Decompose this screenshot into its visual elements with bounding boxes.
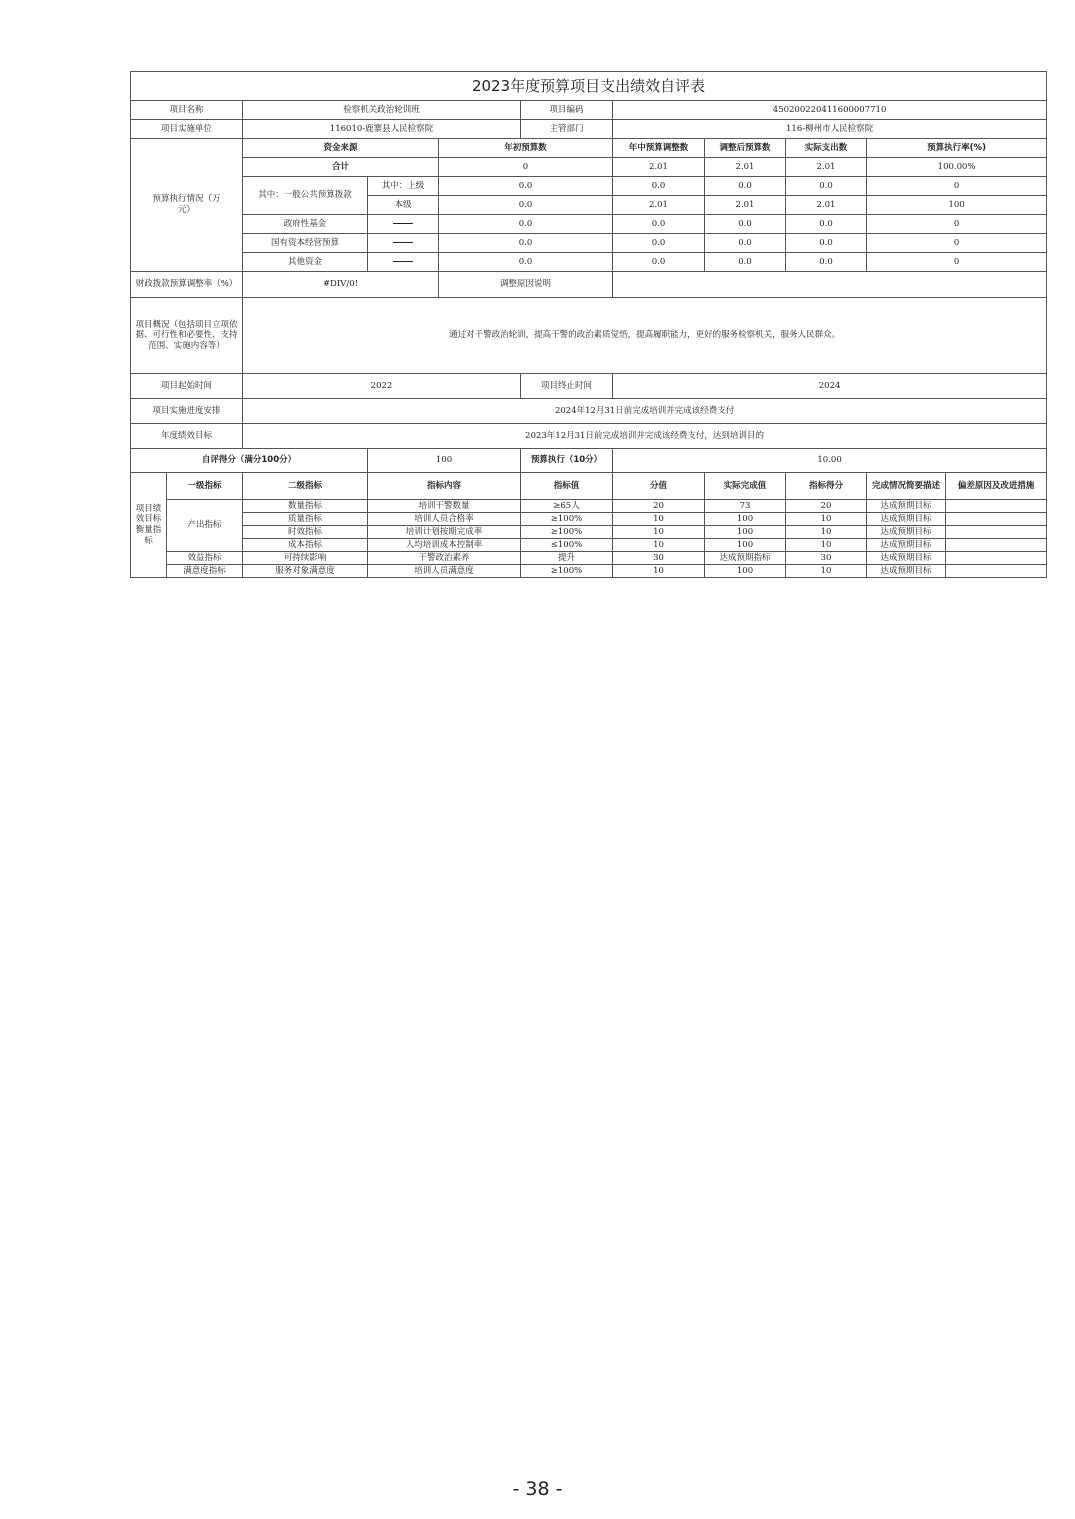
- benefit-indicator-label: 效益指标: [167, 552, 243, 565]
- dash-mark: [368, 253, 439, 272]
- self-score-label: 自评得分（满分100分）: [131, 449, 368, 473]
- adjust-reason-value: [613, 272, 1047, 298]
- ind-note: [946, 539, 1047, 552]
- ind-desc: 达成预期目标: [867, 513, 946, 526]
- ind-l2: 成本指标: [243, 539, 368, 552]
- ind-header-note: 偏差原因及改进措施: [946, 473, 1047, 500]
- indicator-section-label: 项目绩效目标衡量指标: [131, 473, 167, 578]
- superior-midyear: 0.0: [613, 177, 705, 196]
- budget-section-label: 预算执行情况（万元）: [131, 139, 243, 272]
- dash-mark: [368, 234, 439, 253]
- end-time-value: 2024: [613, 374, 1047, 399]
- adjust-rate-label: 财政拨款预算调整率（%）: [131, 272, 243, 298]
- table-title: 2023年度预算项目支出绩效自评表: [131, 72, 1047, 101]
- ind-header-desc: 完成情况简要描述: [867, 473, 946, 500]
- local-midyear: 2.01: [613, 196, 705, 215]
- ind-header-target: 指标值: [521, 473, 613, 500]
- implementing-unit-value: 116010-鹿寨县人民检察院: [243, 120, 521, 139]
- superior-initial: 0.0: [439, 177, 613, 196]
- superior-actual: 0.0: [786, 177, 867, 196]
- local-adjusted: 2.01: [705, 196, 786, 215]
- ind-actual: 100: [705, 565, 786, 578]
- budget-total-midyear: 2.01: [613, 158, 705, 177]
- local-initial: 0.0: [439, 196, 613, 215]
- general-budget-label: 其中：一般公共预算拨款: [243, 177, 368, 215]
- project-name-value: 检察机关政治轮训班: [243, 101, 521, 120]
- budget-total-actual: 2.01: [786, 158, 867, 177]
- budget-header-initial: 年初预算数: [439, 139, 613, 158]
- ind-desc: 达成预期目标: [867, 539, 946, 552]
- ind-desc: 达成预期目标: [867, 526, 946, 539]
- ind-weight: 10: [613, 526, 705, 539]
- progress-label: 项目实施进度安排: [131, 399, 243, 424]
- state-capital-midyear: 0.0: [613, 234, 705, 253]
- gov-fund-rate: 0: [867, 215, 1047, 234]
- gov-fund-label: 政府性基金: [243, 215, 368, 234]
- gov-fund-midyear: 0.0: [613, 215, 705, 234]
- goal-label: 年度绩效目标: [131, 424, 243, 449]
- state-capital-actual: 0.0: [786, 234, 867, 253]
- ind-l2: 数量指标: [243, 500, 368, 513]
- ind-actual: 73: [705, 500, 786, 513]
- other-funds-midyear: 0.0: [613, 253, 705, 272]
- adjust-reason-label: 调整原因说明: [439, 272, 613, 298]
- adjust-rate-value: #DIV/0!: [243, 272, 439, 298]
- start-time-value: 2022: [243, 374, 521, 399]
- supervising-dept-label: 主管部门: [521, 120, 613, 139]
- superior-label: 其中：上级: [368, 177, 439, 196]
- budget-total-rate: 100.00%: [867, 158, 1047, 177]
- ind-weight: 20: [613, 500, 705, 513]
- gov-fund-initial: 0.0: [439, 215, 613, 234]
- satisfaction-indicator-label: 满意度指标: [167, 565, 243, 578]
- budget-header-adjusted: 调整后预算数: [705, 139, 786, 158]
- ind-content: 人均培训成本控制率: [368, 539, 521, 552]
- budget-header-source: 资金来源: [243, 139, 439, 158]
- ind-header-l2: 二级指标: [243, 473, 368, 500]
- ind-desc: 达成预期目标: [867, 565, 946, 578]
- ind-score: 10: [786, 565, 867, 578]
- budget-header-actual: 实际支出数: [786, 139, 867, 158]
- ind-desc: 达成预期目标: [867, 552, 946, 565]
- ind-l2: 时效指标: [243, 526, 368, 539]
- gov-fund-actual: 0.0: [786, 215, 867, 234]
- other-funds-rate: 0: [867, 253, 1047, 272]
- ind-header-score: 指标得分: [786, 473, 867, 500]
- local-rate: 100: [867, 196, 1047, 215]
- superior-adjusted: 0.0: [705, 177, 786, 196]
- project-code-value: 450200220411600007710: [613, 101, 1047, 120]
- other-funds-actual: 0.0: [786, 253, 867, 272]
- gov-fund-adjusted: 0.0: [705, 215, 786, 234]
- budget-header-rate: 预算执行率(%): [867, 139, 1047, 158]
- ind-score: 30: [786, 552, 867, 565]
- self-score-value: 100: [368, 449, 521, 473]
- dash-mark: [368, 215, 439, 234]
- ind-l2: 质量指标: [243, 513, 368, 526]
- ind-actual: 达成预期指标: [705, 552, 786, 565]
- ind-content: 培训干警数量: [368, 500, 521, 513]
- ind-target: ≥100%: [521, 565, 613, 578]
- ind-header-weight: 分值: [613, 473, 705, 500]
- ind-actual: 100: [705, 513, 786, 526]
- state-capital-rate: 0: [867, 234, 1047, 253]
- ind-header-l1: 一级指标: [167, 473, 243, 500]
- goal-value: 2023年12月31日前完成培训并完成该经费支付，达到培训目的: [243, 424, 1047, 449]
- ind-score: 10: [786, 539, 867, 552]
- implementing-unit-label: 项目实施单位: [131, 120, 243, 139]
- ind-note: [946, 500, 1047, 513]
- superior-rate: 0: [867, 177, 1047, 196]
- ind-content: 培训计划按期完成率: [368, 526, 521, 539]
- start-time-label: 项目起始时间: [131, 374, 243, 399]
- other-funds-initial: 0.0: [439, 253, 613, 272]
- ind-target: 提升: [521, 552, 613, 565]
- ind-header-actual: 实际完成值: [705, 473, 786, 500]
- ind-desc: 达成预期目标: [867, 500, 946, 513]
- ind-actual: 100: [705, 539, 786, 552]
- local-actual: 2.01: [786, 196, 867, 215]
- budget-total-adjusted: 2.01: [705, 158, 786, 177]
- ind-note: [946, 565, 1047, 578]
- page-number: - 38 -: [512, 1478, 563, 1500]
- local-label: 本级: [368, 196, 439, 215]
- ind-actual: 100: [705, 526, 786, 539]
- end-time-label: 项目终止时间: [521, 374, 613, 399]
- overview-label: 项目概况（包括项目立项依据、可行性和必要性、支持范围、实施内容等）: [131, 298, 243, 374]
- ind-note: [946, 552, 1047, 565]
- ind-l2: 服务对象满意度: [243, 565, 368, 578]
- ind-weight: 10: [613, 513, 705, 526]
- ind-content: 干警政治素养: [368, 552, 521, 565]
- ind-score: 10: [786, 513, 867, 526]
- performance-evaluation-table: [130, 71, 1047, 578]
- budget-total-label: 合计: [243, 158, 439, 177]
- state-capital-adjusted: 0.0: [705, 234, 786, 253]
- ind-target: ≤100%: [521, 539, 613, 552]
- supervising-dept-value: 116-柳州市人民检察院: [613, 120, 1047, 139]
- overview-value: 通过对干警政治轮训，提高干警的政治素质觉悟，提高履职能力，更好的服务检察机关，服务人民群众。: [243, 298, 1047, 374]
- ind-weight: 10: [613, 539, 705, 552]
- ind-weight: 10: [613, 565, 705, 578]
- project-code-label: 项目编码: [521, 101, 613, 120]
- state-capital-label: 国有资本经营预算: [243, 234, 368, 253]
- ind-note: [946, 526, 1047, 539]
- ind-weight: 30: [613, 552, 705, 565]
- ind-target: ≥100%: [521, 526, 613, 539]
- budget-exec-value: 10.00: [613, 449, 1047, 473]
- other-funds-label: 其他资金: [243, 253, 368, 272]
- budget-header-midyear: 年中预算调整数: [613, 139, 705, 158]
- ind-score: 10: [786, 526, 867, 539]
- state-capital-initial: 0.0: [439, 234, 613, 253]
- ind-l2: 可持续影响: [243, 552, 368, 565]
- other-funds-adjusted: 0.0: [705, 253, 786, 272]
- budget-total-initial: 0: [439, 158, 613, 177]
- ind-content: 培训人员满意度: [368, 565, 521, 578]
- ind-target: ≥65人: [521, 500, 613, 513]
- budget-exec-label: 预算执行（10分）: [521, 449, 613, 473]
- progress-value: 2024年12月31日前完成培训并完成该经费支付: [243, 399, 1047, 424]
- ind-score: 20: [786, 500, 867, 513]
- output-indicator-label: 产出指标: [167, 500, 243, 552]
- ind-header-content: 指标内容: [368, 473, 521, 500]
- ind-note: [946, 513, 1047, 526]
- ind-content: 培训人员合格率: [368, 513, 521, 526]
- ind-target: ≥100%: [521, 513, 613, 526]
- project-name-label: 项目名称: [131, 101, 243, 120]
